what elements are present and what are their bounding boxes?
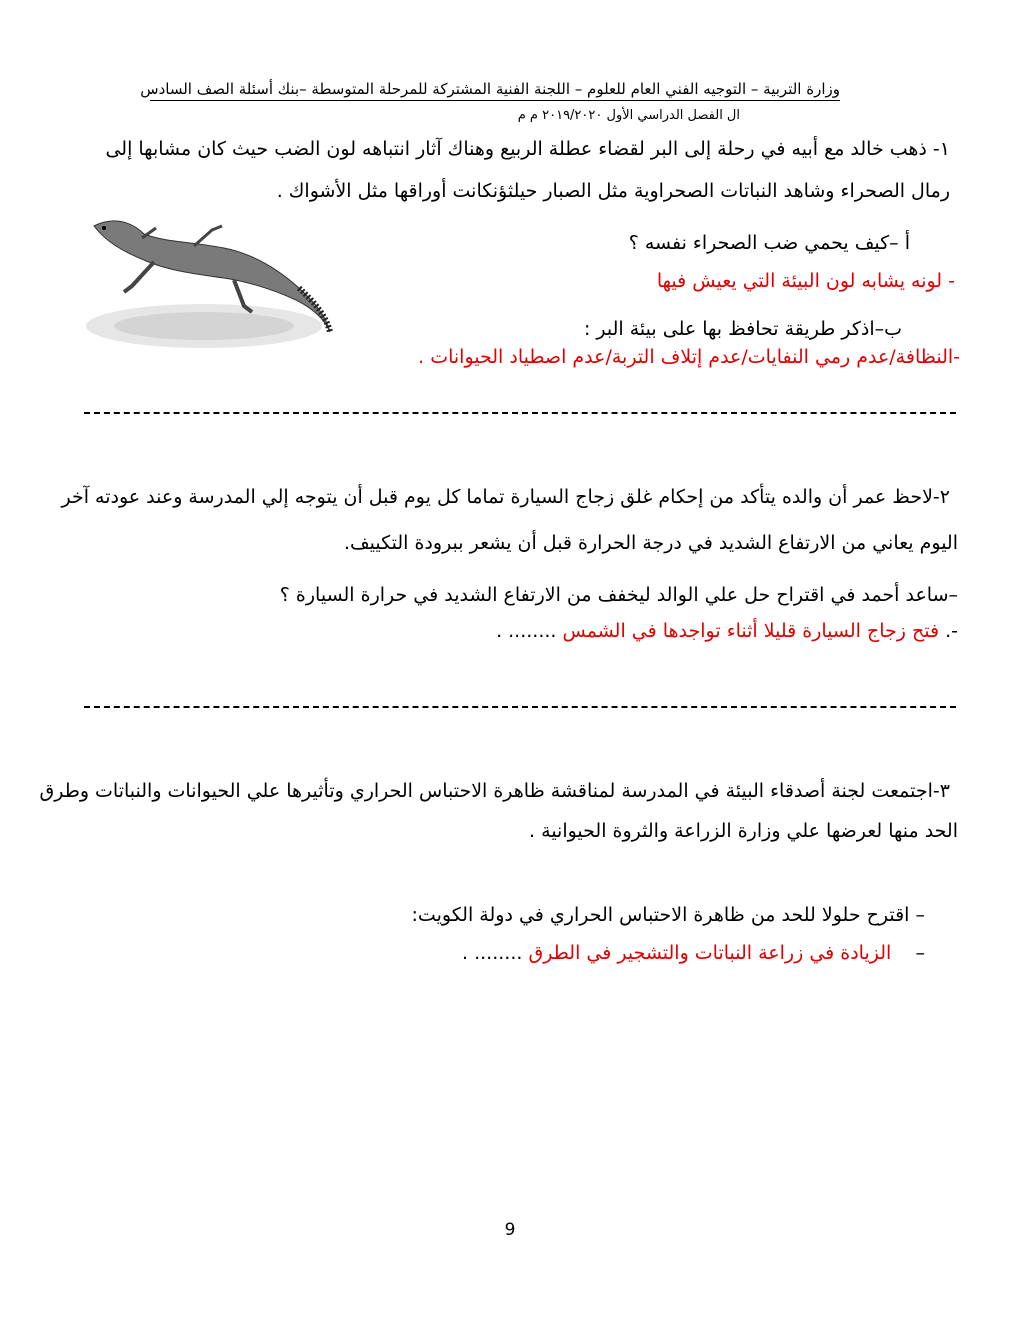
q2-answer: فتح زجاج السيارة قليلا أثناء تواجدها في الشمس: [562, 620, 940, 642]
q1-text-line-2: رمال الصحراء وشاهد النباتات الصحراوية مثل الصبار حيلثؤنكانت أوراقها مثل الأشواك .: [276, 180, 950, 202]
header-line-2: ال الفصل الدراسي الأول ٢٠١٩/٢٠٢٠ م م: [517, 108, 740, 123]
q1-a-question: أ –كيف يحمي ضب الصحراء نفسه ؟: [628, 232, 910, 254]
header-line-1: وزارة التربية – التوجيه الفني العام للعلوم – اللجنة الفنية المشتركة للمرحلة المتوسطة –بنك أسئلة الصف السادس: [150, 80, 840, 101]
q2-text-line-2: اليوم يعاني من الارتفاع الشديد في درجة الحرارة قبل أن يشعر ببرودة التكييف.: [343, 532, 958, 554]
q1-b-answer: -النظافة/عدم رمي النفايات/عدم إتلاف التربة/عدم اصطياد الحيوانات .: [418, 346, 960, 368]
q2-answer-line: [496, 620, 958, 642]
q2-answer-prefix: -.: [945, 620, 958, 642]
q3-answer-prefix: –: [915, 942, 925, 964]
q3-answer: الزيادة في زراعة النباتات والتشجير في الطرق: [528, 942, 892, 964]
q3-answer-dots: ........ .: [462, 942, 523, 964]
q3-text-line-2: الحد منها لعرضها علي وزارة الزراعة والثروة الحيوانية .: [529, 820, 958, 842]
q2-text-line-1: ٢-لاحظ عمر أن والده يتأكد من إحكام غلق زجاج السيارة تماما كل يوم قبل أن يتوجه إلي المدرسة وعند عودته آخر: [61, 486, 950, 508]
q1-b-question: ب–اذكر طريقة تحافظ بها على بيئة البر :: [583, 318, 902, 340]
separator-2: [84, 706, 956, 708]
page-number: 9: [504, 1220, 516, 1240]
q3-text-line-1: ٣-اجتمعت لجنة أصدقاء البيئة في المدرسة لمناقشة ظاهرة الاحتباس الحراري وتأثيرها علي الحيوانات والنباتات وطرق: [39, 780, 950, 802]
lizard-image: [84, 208, 344, 358]
q1-a-answer: - لونه يشابه لون البيئة التي يعيش فيها: [656, 270, 955, 292]
q3-question: – اقترح حلولا للحد من ظاهرة الاحتباس الحراري في دولة الكويت:: [411, 904, 925, 926]
q2-question: –ساعد أحمد في اقتراح حل علي الوالد ليخفف من الارتفاع الشديد في حرارة السيارة ؟: [279, 584, 958, 606]
q2-answer-dots: ........ .: [496, 620, 557, 642]
separator-1: [84, 412, 956, 414]
q3-answer-line: [462, 942, 925, 964]
q1-text-line-1: ١- ذهب خالد مع أبيه في رحلة إلى البر لقضاء عطلة الربيع وهناك آثار انتباهه لون الضب حيث كان مشابها إلى: [105, 138, 950, 160]
